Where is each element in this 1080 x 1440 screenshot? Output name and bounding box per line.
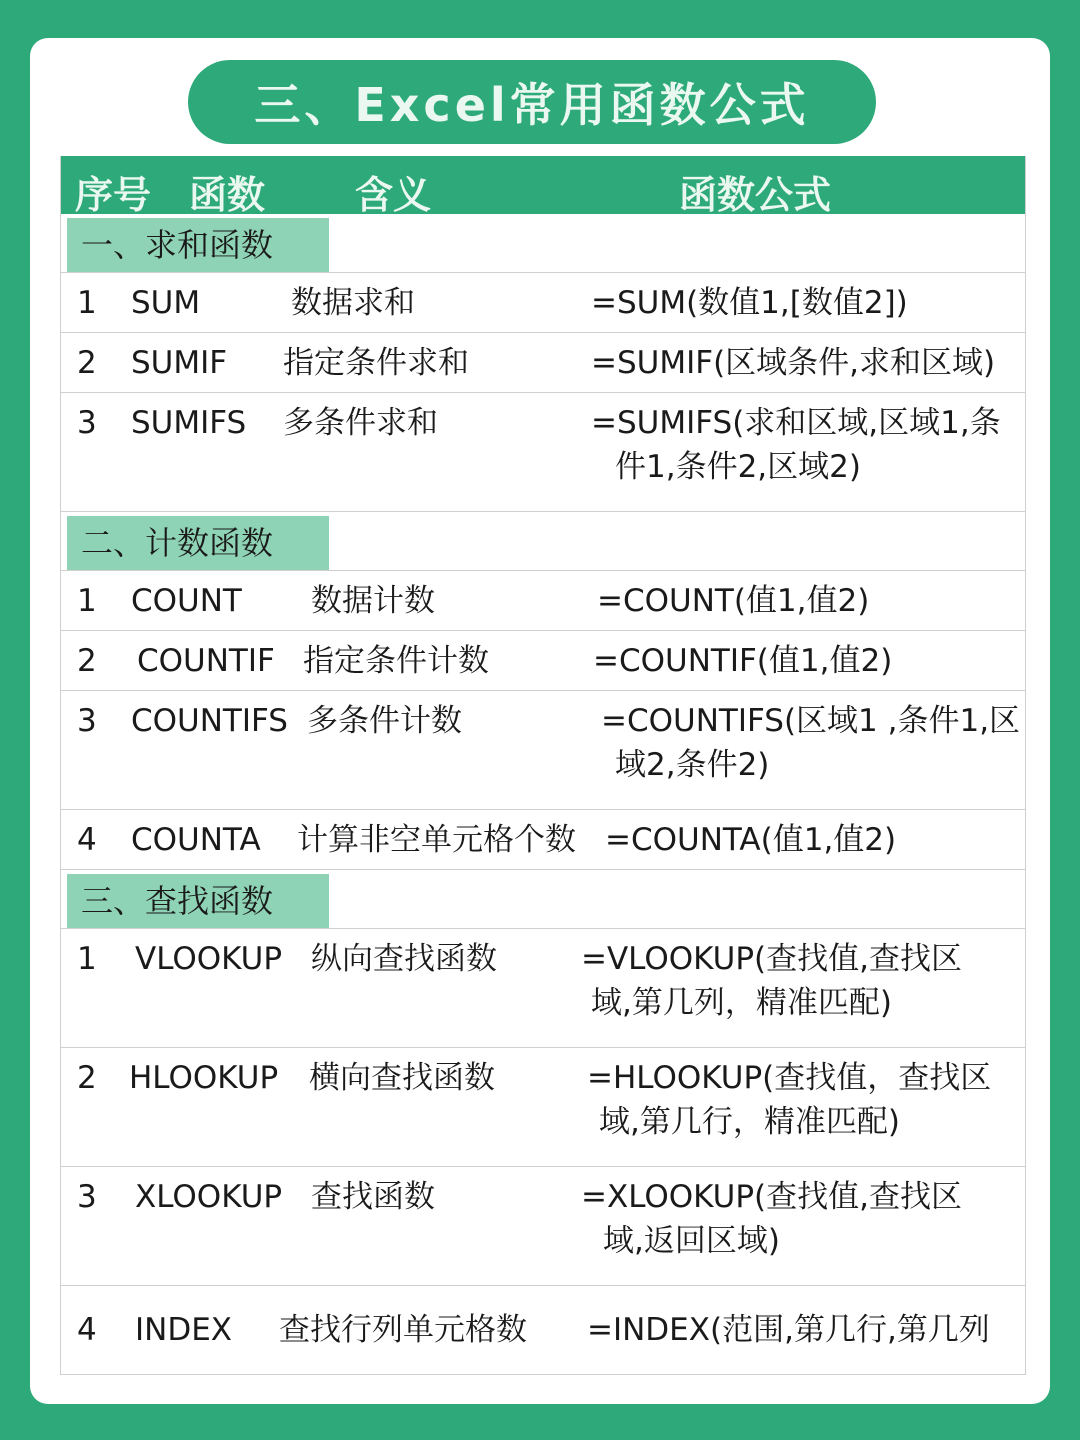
table-row [61, 691, 1025, 810]
formula-line-2: 域,第几行，精准匹配) [599, 1104, 900, 1140]
section-count [61, 512, 1025, 571]
formula-line-1: =SUM(数值1,[数值2]) [591, 285, 908, 321]
row-index: 2 [77, 345, 97, 381]
row-index: 4 [77, 1312, 97, 1348]
row-formula [587, 1308, 1027, 1352]
row-index: 1 [77, 285, 97, 321]
formula-line-1: =XLOOKUP(查找值,查找区 [581, 1179, 963, 1215]
row-formula [593, 639, 1023, 683]
row-formula [587, 1056, 1017, 1144]
row-function: INDEX [135, 1312, 233, 1348]
row-function: SUMIFS [131, 405, 247, 441]
row-function: VLOOKUP [135, 941, 283, 977]
formula-line-2: 域,返回区域) [603, 1223, 780, 1259]
table-row [61, 1286, 1025, 1375]
formula-line-1: =COUNTA(值1,值2) [605, 822, 897, 858]
row-index: 3 [77, 405, 97, 441]
formula-line-1: =COUNTIF(值1,值2) [593, 643, 893, 679]
row-meaning: 指定条件计数 [303, 643, 489, 679]
table-row [61, 631, 1025, 691]
row-formula [601, 699, 1031, 787]
formula-line-2: 件1,条件2,区域2) [615, 449, 861, 485]
row-formula [591, 341, 1021, 385]
formula-line-1: =INDEX(范围,第几行,第几列 [587, 1312, 990, 1348]
row-index: 3 [77, 703, 97, 739]
row-meaning: 横向查找函数 [309, 1060, 495, 1096]
row-meaning: 多条件计数 [307, 703, 462, 739]
table-row [61, 333, 1025, 393]
row-index: 2 [77, 1060, 97, 1096]
section-label: 一、求和函数 [67, 218, 329, 272]
row-meaning: 查找函数 [311, 1179, 435, 1215]
row-index: 1 [77, 583, 97, 619]
row-index: 1 [77, 941, 97, 977]
table-row [61, 273, 1025, 333]
header-function: 函数 [189, 173, 266, 217]
row-formula [597, 579, 1027, 623]
row-formula [605, 818, 1035, 862]
row-function: HLOOKUP [129, 1060, 279, 1096]
row-meaning: 计算非空单元格个数 [297, 822, 576, 858]
section-label: 二、计数函数 [67, 516, 329, 570]
formula-line-2: 域2,条件2) [615, 747, 770, 783]
formula-line-1: =COUNTIFS(区域1 ,条件1,区 [601, 703, 1021, 739]
row-index: 2 [77, 643, 97, 679]
row-formula [581, 937, 1011, 1025]
formula-table [60, 156, 1026, 1375]
table-row [61, 393, 1025, 512]
formula-line-1: =HLOOKUP(查找值，查找区 [587, 1060, 992, 1096]
row-index: 4 [77, 822, 97, 858]
row-meaning: 查找行列单元格数 [279, 1312, 527, 1348]
formula-line-2: 域,第几列，精准匹配) [591, 985, 892, 1021]
section-label: 三、查找函数 [67, 874, 329, 928]
header-meaning: 含义 [355, 173, 432, 217]
formula-line-1: =COUNT(值1,值2) [597, 583, 870, 619]
row-function: COUNTA [131, 822, 261, 858]
row-meaning: 数据求和 [291, 285, 415, 321]
row-meaning: 指定条件求和 [283, 345, 469, 381]
table-row [61, 1048, 1025, 1167]
formula-line-1: =VLOOKUP(查找值,查找区 [581, 941, 962, 977]
row-meaning: 数据计数 [311, 583, 435, 619]
row-formula [591, 401, 1021, 489]
header-index: 序号 [75, 173, 152, 217]
row-function: COUNTIFS [131, 703, 288, 739]
header-formula: 函数公式 [679, 173, 832, 217]
row-formula [591, 281, 1021, 325]
table-row [61, 1167, 1025, 1286]
table-row [61, 810, 1025, 870]
row-function: COUNT [131, 583, 242, 619]
row-meaning: 纵向查找函数 [311, 941, 497, 977]
row-function: COUNTIF [137, 643, 275, 679]
table-row [61, 571, 1025, 631]
formula-line-1: =SUMIFS(求和区域,区域1,条 [591, 405, 1001, 441]
row-function: SUMIF [131, 345, 228, 381]
page-title: 三、Excel常用函数公式 [188, 60, 876, 144]
row-meaning: 多条件求和 [283, 405, 438, 441]
section-sum [61, 214, 1025, 273]
row-index: 3 [77, 1179, 97, 1215]
row-function: XLOOKUP [135, 1179, 283, 1215]
table-row [61, 929, 1025, 1048]
row-function: SUM [131, 285, 201, 321]
table-header [61, 156, 1025, 217]
row-formula [581, 1175, 1011, 1263]
section-lookup [61, 870, 1025, 929]
formula-line-1: =SUMIF(区域条件,求和区域) [591, 345, 996, 381]
